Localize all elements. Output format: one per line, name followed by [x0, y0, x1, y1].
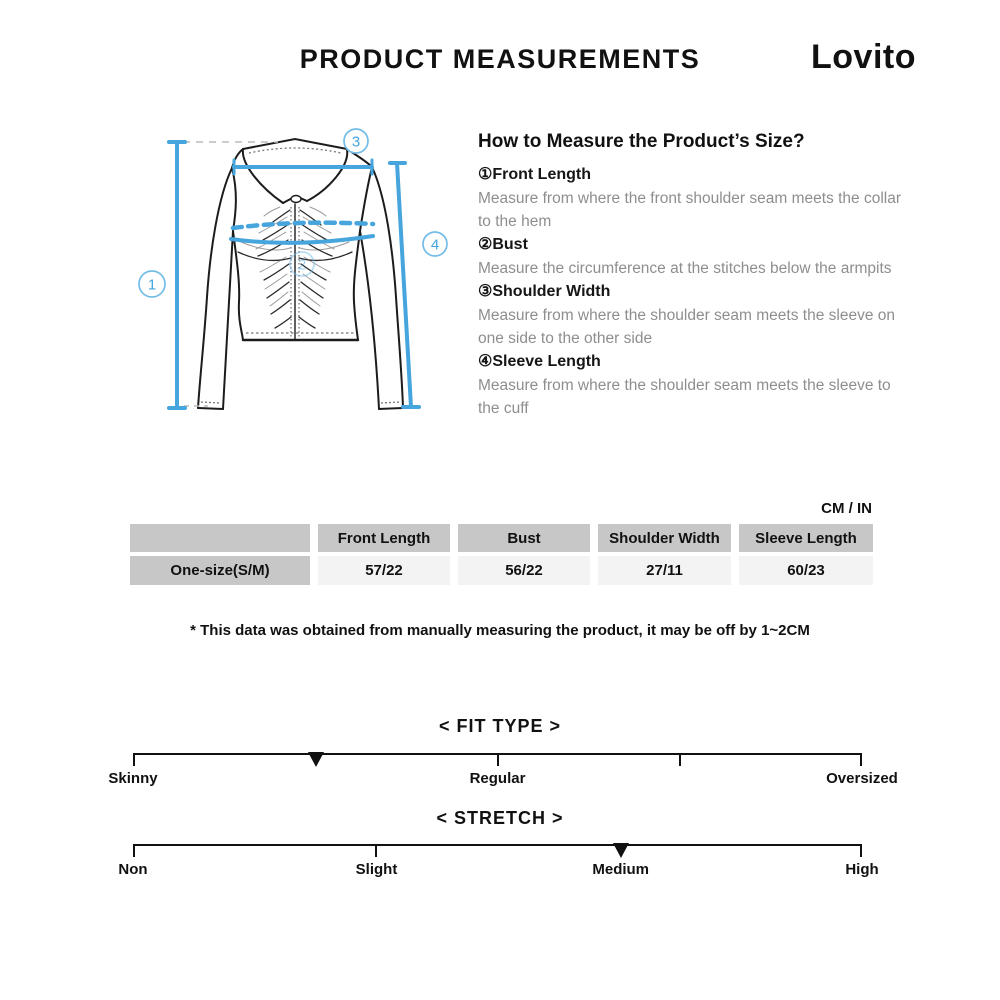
stretch-marker-triangle	[613, 843, 629, 858]
item-number: ③	[478, 283, 493, 300]
table-cell-front-length: 57/22	[318, 556, 450, 585]
table-footnote: * This data was obtained from manually measuring the product, it may be off by 1~2CM	[190, 622, 810, 639]
item-description: Measure from where the front shoulder seam meets the collar to the hem	[478, 190, 901, 230]
stretch-title: < STRETCH >	[436, 808, 564, 828]
table-cell-sleeve-length: 60/23	[739, 556, 873, 585]
brand-logo: Lovito	[811, 38, 916, 76]
item-description: Measure the circumference at the stitches below the armpits	[478, 260, 892, 277]
size-table	[130, 524, 873, 585]
item-number: ②	[478, 236, 493, 253]
table-header-front-length: Front Length	[318, 524, 450, 552]
table-cell-shoulder-width: 27/11	[598, 556, 731, 585]
unit-label: CM / IN	[821, 500, 872, 517]
stretch-label-high: High	[845, 861, 879, 878]
svg-text:4: 4	[430, 236, 440, 254]
svg-text:1: 1	[147, 276, 157, 294]
fit-type-tick	[497, 753, 499, 766]
marker-1	[139, 271, 165, 297]
measure-guide	[478, 131, 904, 420]
marker-3	[344, 129, 368, 153]
marker-4	[423, 232, 447, 256]
guide-item-bust	[478, 233, 904, 280]
table-header-bust: Bust	[458, 524, 590, 552]
svg-text:2: 2	[297, 256, 307, 274]
garment-illustration	[120, 112, 460, 447]
table-header-sleeve-length: Sleeve Length	[739, 524, 873, 552]
marker-2	[290, 252, 314, 276]
table-header-shoulder-width: Shoulder Width	[598, 524, 731, 552]
garment-outline	[198, 139, 403, 409]
item-label: Sleeve Length	[492, 353, 601, 370]
table-cell-bust: 56/22	[458, 556, 590, 585]
measure-line-shoulder-width	[234, 160, 372, 174]
fit-type-title: < FIT TYPE >	[438, 716, 562, 736]
stretch-label-non: Non	[118, 861, 148, 878]
item-number: ①	[478, 166, 493, 183]
table-header-corner	[130, 524, 310, 552]
table-row-size-label: One-size(S/M)	[130, 556, 310, 585]
stretch-scale	[118, 844, 879, 878]
fit-type-marker-triangle	[308, 752, 324, 767]
measure-line-front-length	[169, 142, 185, 408]
item-number: ④	[478, 353, 493, 370]
item-label: Front Length	[492, 166, 591, 183]
stretch-label-slight: Slight	[355, 861, 398, 878]
page-title: PRODUCT MEASUREMENTS	[299, 44, 701, 74]
guide-item-shoulder-width	[478, 280, 904, 350]
measure-lines	[169, 142, 419, 408]
guide-item-sleeve-length	[478, 350, 904, 420]
fit-label-regular: Regular	[469, 770, 526, 787]
guide-item-front-length	[478, 163, 904, 233]
stretch-tick	[375, 844, 377, 857]
item-label: Bust	[492, 236, 528, 253]
item-label: Shoulder Width	[492, 283, 611, 300]
fit-label-skinny: Skinny	[108, 770, 158, 787]
item-description: Measure from where the shoulder seam meets the sleeve on one side to the other side	[478, 307, 895, 347]
guide-heading: How to Measure the Product’s Size?	[478, 131, 805, 152]
item-description: Measure from where the shoulder seam meets the sleeve to the cuff	[478, 377, 891, 417]
svg-text:3: 3	[351, 133, 361, 151]
fit-type-scale	[108, 753, 898, 787]
fit-type-tick	[679, 753, 681, 766]
stretch-label-medium: Medium	[592, 861, 650, 878]
fit-label-oversized: Oversized	[826, 770, 898, 787]
